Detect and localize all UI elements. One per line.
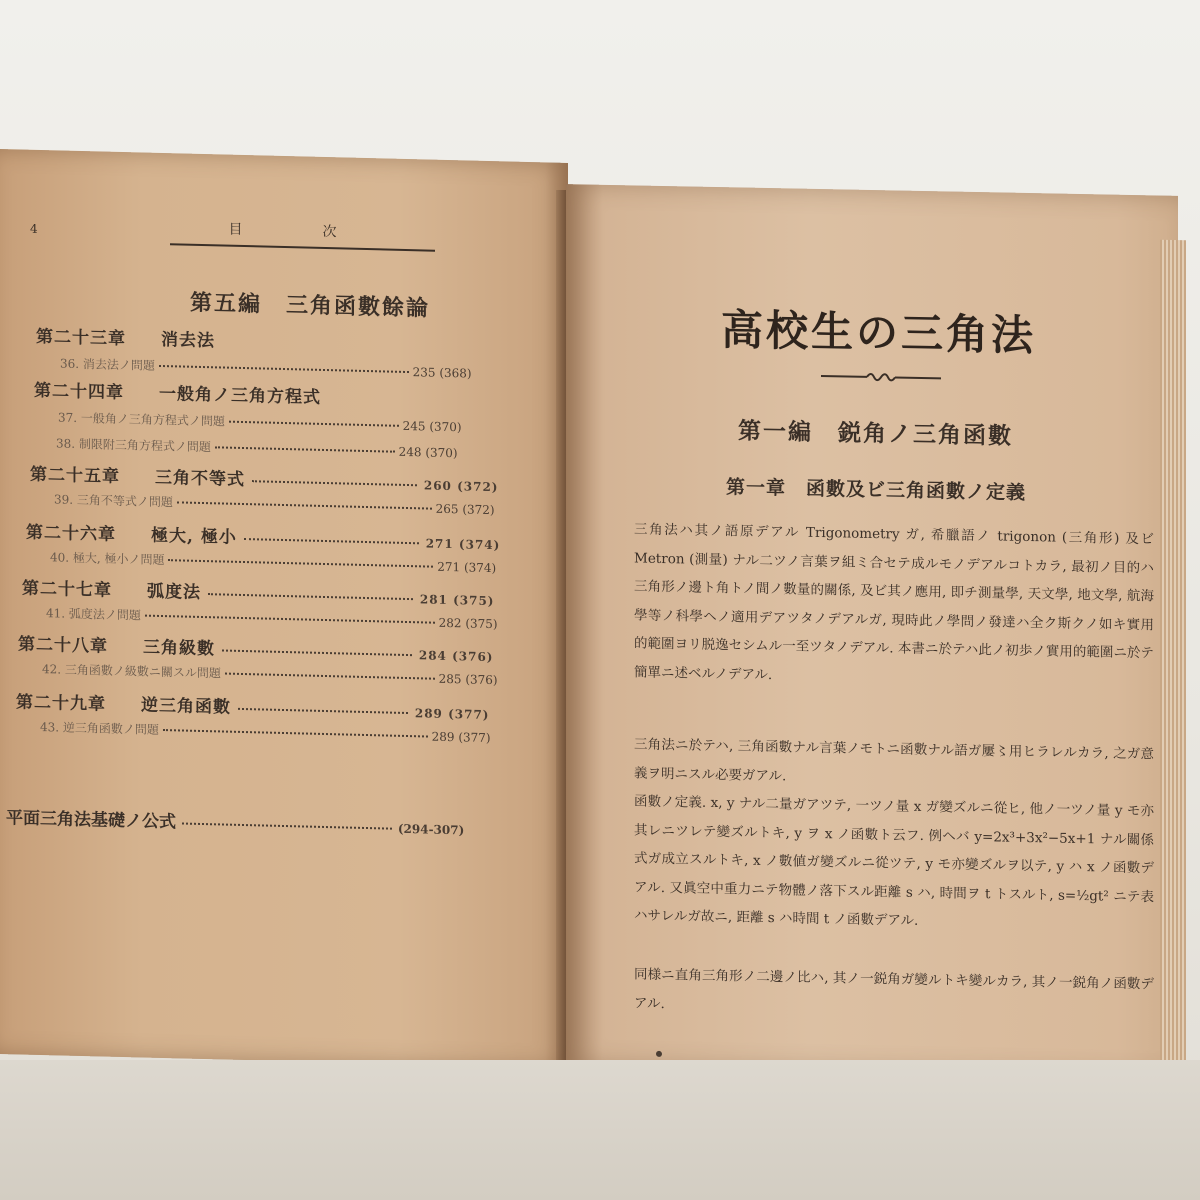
chapter-heading: 第一章 函數及ビ三角函數ノ定義 [726,476,1027,504]
body-paragraph: 三角法ニ於テハ, 三角函數ナル言葉ノモトニ函數ナル語ガ屢〻用ヒラレルカラ, 之ガ意義ヲ明ニスル必要ガアル. [634,736,1154,784]
part-title: 第五編 三角函數餘論 [190,289,431,322]
toc-formula-appendix: 平面三角法基礎ノ公式 (294-307) [6,808,465,838]
book-title: 高校生の三角法 [721,305,1037,361]
open-book [0,150,1200,1070]
toc-item: 40. 極大, 極小ノ問題 271 (374) [50,550,497,576]
ornament-divider-icon [821,369,941,385]
toc-item: 38. 制限附三角方程式ノ問題 248 (370) [56,436,458,461]
toc-chapter: 第二十六章 極大, 極小 271 (374) [26,522,501,553]
toc-item: 41. 弧度法ノ問題 282 (375) [46,606,498,632]
toc-chapter: 第二十八章 三角級數 284 (376) [18,634,494,665]
table-surface [0,1060,1200,1200]
toc-chapter: 第二十九章 逆三角函數 289 (377) [16,692,490,723]
toc-item: 42. 三角函數ノ級數ニ關スル問題 285 (376) [42,662,498,688]
part-heading: 第一編 鋭角ノ三角函數 [738,417,1013,450]
definition-paragraph: 函數ノ定義. x, y ナル二量ガアツテ, 一ツノ量 x ガ變ズルニ從ヒ, 他ノ一ツノ量 y モ亦其レニツレテ變ズルトキ, y ヲ x ノ函數ト云フ. 例ヘバ y=2x³+3x²−5x+1 ナル關係式ガ成立スルトキ, x ノ數値ガ變ズルニ從ツテ, y モ亦變ズルヲ以テ, y ハ x ノ函數デアル. 又眞空中重力ニテ物體ノ落下スル距離 s ハ, 時間ヲ t トスルト, s=½gt² ニテ表ハサレルガ故ニ, 距離 s ハ時間 t ノ函數デアル. [634,793,1154,929]
toc-chapter: 第二十五章 三角不等式 260 (372) [30,464,499,495]
toc-chapter: 第二十三章 消去法 [36,326,215,352]
toc-item: 37. 一般角ノ三角方程式ノ問題 245 (370) [58,410,462,435]
toc-item: 43. 逆三角函數ノ問題 289 (377) [40,720,491,746]
ink-dot [656,1051,662,1057]
toc-item: 39. 三角不等式ノ問題 265 (372) [54,492,495,518]
running-head: 目次 [170,217,435,251]
toc-chapter: 第二十四章 一般角ノ三角方程式 [34,380,321,408]
left-page-content [0,143,568,1062]
body-paragraph: 同様ニ直角三角形ノ二邊ノ比ハ, 其ノ一鋭角ガ變ルトキ變ルカラ, 其ノ一鋭角ノ函數デアル. [634,966,1154,1012]
toc-item: 36. 消去法ノ問題 235 (368) [60,356,472,381]
toc-chapter: 第二十七章 弧度法 281 (375) [22,578,495,609]
body-paragraph: 三角法ハ其ノ語原デアル Trigonometry ガ, 希臘語ノ trigonon (三角形) 及ビ Metron (測量) ナル二ツノ言葉ヲ組ミ合セテ成ルモノデアルコトカラ, 最初ノ目的ハ三角形ノ邊ト角トノ間ノ數量的關係, 及ビ其ノ應用, 即チ測量學, 天文學, 地文學, 航海學等ノ科學ヘノ適用デアツタノデアルガ, 現時此ノ學問ノ發達ハ全ク斯クノ如キ實用的範圍ヨリ脱逸セシムル一至ツタノデアル. 本書ニ於テハ此ノ初歩ノ實用的範圍ニ於テ簡單ニ述ベルノデアル. [634,521,1154,683]
right-page-content [566,184,1178,1076]
page-number: 4 [30,221,38,236]
